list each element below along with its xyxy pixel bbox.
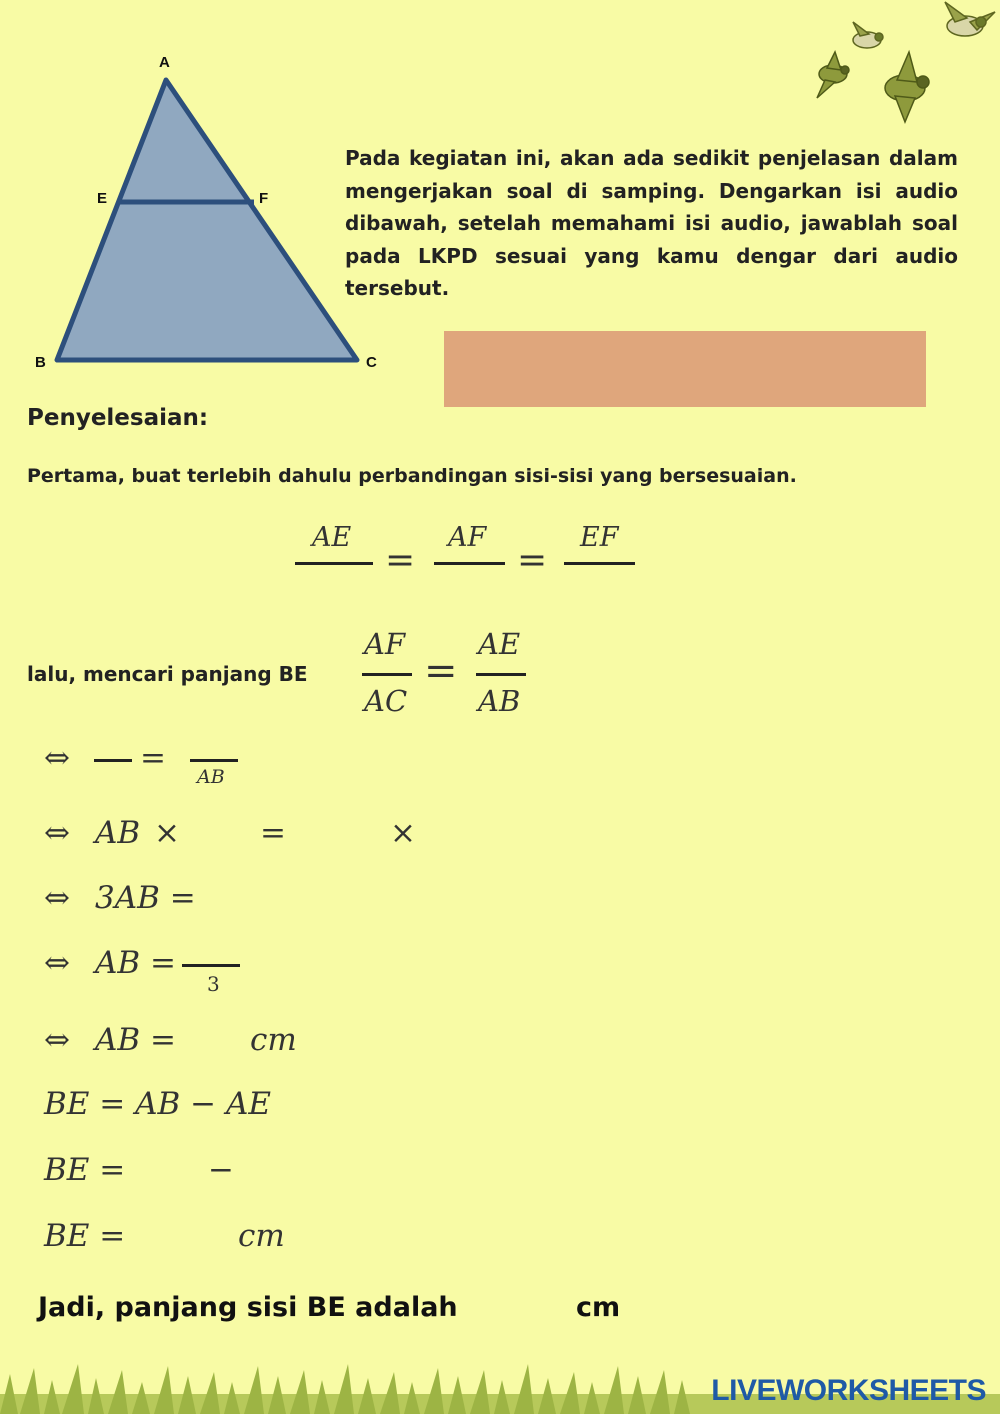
step7-left: BE = (44, 1152, 126, 1188)
bird-icon (817, 52, 849, 98)
times-symbol: × (154, 815, 180, 851)
step5-unit: cm (250, 1022, 297, 1058)
step1-denominator-ab: AB (197, 766, 225, 788)
minus-symbol: − (208, 1152, 234, 1188)
ratio1-numerator-ef: EF (580, 522, 619, 553)
conclusion-unit: cm (576, 1292, 621, 1323)
step1-instruction: Pertama, buat terlebih dahulu perbandingan sisi-sisi yang bersesuaian. (27, 465, 797, 487)
audio-player-placeholder[interactable] (444, 331, 926, 407)
equals-sign: = (260, 815, 286, 851)
fraction-bar (434, 562, 505, 565)
times-symbol: × (390, 815, 416, 851)
iff-symbol: ⇔ (44, 945, 70, 981)
vertex-label-a: A (159, 54, 170, 71)
equals-sign: = (385, 540, 416, 581)
step5-left: AB = (95, 1022, 176, 1058)
bird-icon (945, 2, 995, 36)
step2-left: AB (95, 815, 141, 851)
fraction-bar (476, 673, 526, 676)
bird-icon (853, 22, 883, 48)
fraction-bar (564, 562, 635, 565)
fraction-bar (94, 759, 132, 762)
iff-symbol: ⇔ (44, 815, 70, 851)
fraction-bar (295, 562, 373, 565)
iff-symbol: ⇔ (44, 740, 70, 776)
fraction-bar (190, 759, 238, 762)
liveworksheets-logo: LIVEWORKSHEETS (711, 1374, 986, 1407)
vertex-label-c: C (366, 354, 377, 371)
equals-sign: = (140, 740, 166, 776)
equals-sign: = (517, 540, 548, 581)
vertex-label-f: F (259, 190, 269, 207)
vertex-label-b: B (35, 354, 46, 371)
step6-text: BE = AB − AE (44, 1086, 271, 1122)
iff-symbol: ⇔ (44, 880, 70, 916)
step8-left: BE = (44, 1218, 126, 1254)
step4-denominator: 3 (207, 972, 220, 996)
step4-left: AB = (95, 945, 176, 981)
step8-unit: cm (238, 1218, 285, 1254)
fraction-bar (182, 964, 240, 967)
equals-sign: = (424, 648, 458, 694)
vertex-label-e: E (97, 190, 108, 207)
section-heading: Penyelesaian: (27, 405, 209, 431)
ratio2-denominator-ab: AB (478, 684, 521, 718)
ratio2-numerator-ae: AE (478, 627, 521, 661)
iff-symbol: ⇔ (44, 1022, 70, 1058)
bird-icon (885, 52, 929, 122)
ratio1-numerator-ae: AE (312, 522, 352, 553)
triangle-abc (57, 80, 357, 360)
step3-text: 3AB = (95, 880, 196, 916)
conclusion-text: Jadi, panjang sisi BE adalah (38, 1292, 458, 1323)
birds-illustration (805, 0, 1000, 130)
fraction-bar (362, 673, 412, 676)
triangle-figure (0, 0, 400, 380)
ratio1-numerator-af: AF (448, 522, 487, 553)
intro-paragraph: Pada kegiatan ini, akan ada sedikit penjelasan dalam mengerjakan soal di samping. Dengarkan isi audio dibawah, setelah memahami isi audio, jawablah soal pada LKPD sesuai yang kamu dengar dari audio tersebut. (345, 146, 958, 300)
ratio2-denominator-ac: AC (364, 684, 408, 718)
step2-instruction: lalu, mencari panjang BE (27, 662, 308, 686)
ratio2-numerator-af: AF (364, 627, 406, 661)
